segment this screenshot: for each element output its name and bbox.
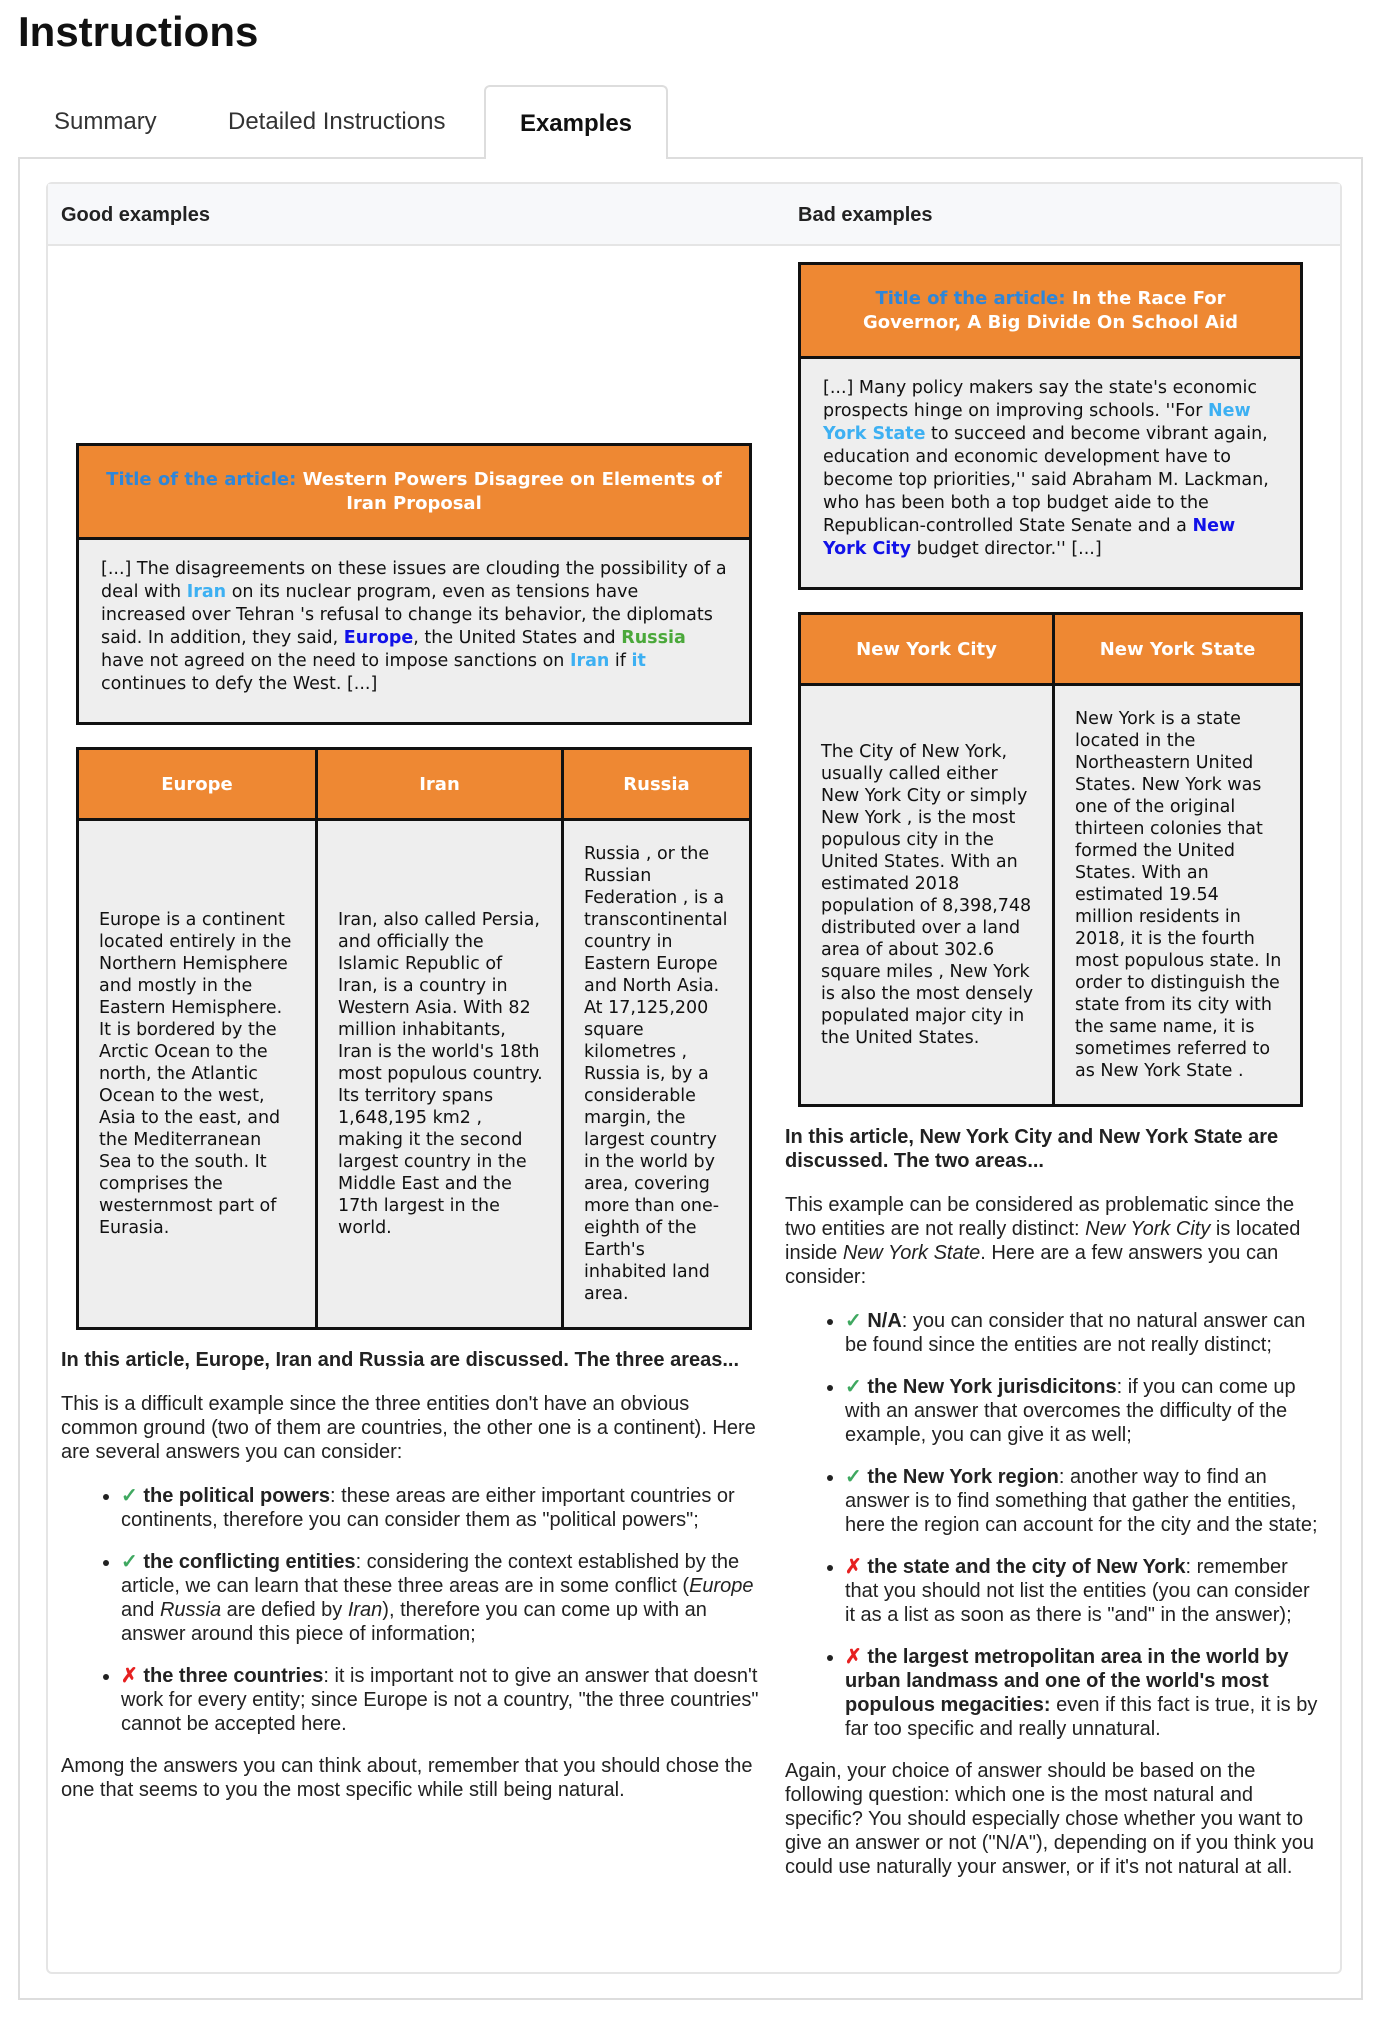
good-examples-heading: Good examples	[61, 204, 210, 226]
bad-answer-list	[785, 1309, 1320, 1741]
bold-text: the political powers	[137, 1485, 331, 1507]
article-title-label: Title of the article:	[106, 468, 297, 490]
entity-description: Russia , or the Russian Federation , is a transcontinental country in Eastern Europe and North Asia. At 17,125,200 square kilometres , Russia is, by a considerable margin, the largest country in the world by area, covering more than one-eighth of the Earth's inhabited land area.	[563, 820, 751, 1329]
bad-entity-table	[798, 612, 1303, 1107]
text-segment: have not agreed on the need to impose sanctions on	[101, 651, 570, 671]
answer-item	[121, 1550, 761, 1646]
text-segment: , the United States and	[413, 628, 622, 648]
good-article-box	[76, 443, 752, 725]
article-title-text: In the Race For Governor, A Big Divide On School Aid	[862, 287, 1239, 333]
good-intro: This is a difficult example since the three entities don't have an obvious common ground (two of them are countries, the other one is a continent). Here are several answers you can consider:	[61, 1393, 756, 1463]
bold-text: the state and the city of New York	[861, 1556, 1186, 1578]
entity-description: Iran, also called Persia, and officially the Islamic Republic of Iran, is a country in Western Asia. With 82 million inhabitants, Iran is the world's 18th most populous country. Its territory spans 1,648,195 km2 , making it the second largest country in the Middle East and the 17th largest in the world.	[317, 820, 563, 1329]
answer-item	[121, 1664, 761, 1736]
tab-detailed-instructions[interactable]: Detailed Instructions	[228, 108, 446, 135]
answer-item	[845, 1465, 1320, 1537]
tab-examples[interactable]: Examples	[484, 85, 668, 159]
examples-panel	[18, 157, 1363, 2000]
answer-item	[121, 1484, 761, 1532]
check-icon: ✓	[845, 1466, 862, 1488]
good-question: In this article, Europe, Iran and Russia are discussed. The three areas...	[61, 1349, 740, 1371]
text-segment: [...] The disagreements on these issues are clouding the possibility of a deal with	[101, 559, 727, 602]
cross-icon: ✗	[845, 1646, 862, 1668]
entity-mention: New York State	[823, 401, 1251, 444]
bold-text: the largest metropolitan area in the world by urban landmass and one of the world's most populous megacities:	[845, 1646, 1289, 1716]
check-icon: ✓	[845, 1376, 862, 1398]
tab-bar	[18, 85, 1365, 157]
text-segment: : you can consider that no natural answer can be found since the entities are not really distinct;	[845, 1310, 1306, 1356]
check-icon: ✓	[121, 1485, 138, 1507]
bad-question: In this article, New York City and New York State are discussed. The two areas...	[785, 1126, 1279, 1172]
italic-text: Russia	[159, 1599, 222, 1621]
entity-header: New York State	[1054, 614, 1302, 685]
entity-header: Russia	[563, 749, 751, 820]
answer-item	[845, 1645, 1320, 1741]
text-segment: . Here are a few answers you can consider:	[785, 1242, 1279, 1288]
text-segment: This example can be considered as problematic since the two entities are not really distinct:	[785, 1194, 1295, 1240]
entity-description: Europe is a continent located entirely in the Northern Hemisphere and mostly in the Eastern Hemisphere. It is bordered by the Arctic Ocean to the north, the Atlantic Ocean to the west, Asia to the east, and the Mediterranean Sea to the south. It comprises the westernmost part of Eurasia.	[78, 820, 317, 1329]
bold-text: the New York region	[861, 1466, 1059, 1488]
good-answer-list	[61, 1484, 761, 1736]
cross-icon: ✗	[845, 1556, 862, 1578]
entity-header: Europe	[78, 749, 317, 820]
text-segment: : these areas are either important countries or continents, therefore you can consider them as "political powers";	[121, 1485, 735, 1531]
bad-explanation	[785, 1125, 1320, 1899]
text-segment: : considering the context established by the article, we can learn that these three areas are in some conflict (	[121, 1551, 740, 1597]
bold-text: the New York jurisdicitons	[861, 1376, 1117, 1398]
bad-article-title	[801, 265, 1300, 359]
entity-mention: New York City	[823, 516, 1236, 559]
bad-conclusion: Again, your choice of answer should be based on the following question: which one is the most natural and specific? You should especially chose whether you want to give an answer or not ("N/A"), depending on if you think you could use naturally your answer, or if it's not natural at all.	[785, 1760, 1314, 1878]
article-title-text: Western Powers Disagree on Elements of Iran Proposal	[302, 468, 722, 514]
good-entity-table	[76, 747, 752, 1330]
entity-mention: Russia	[621, 628, 686, 648]
good-column	[48, 246, 785, 1923]
page-title: Instructions	[18, 8, 259, 55]
examples-header	[48, 184, 1340, 246]
text-segment: budget director.'' [...]	[911, 539, 1102, 559]
text-segment: to succeed and become vibrant again, education and economic development have to become top priorities,'' said Abraham M. Lackman, who has been both a top budget aide to the Republican-controlled State Senate and a	[823, 424, 1269, 536]
answer-item	[845, 1375, 1320, 1447]
text-segment: : it is important not to give an answer that doesn't work for every entity; since Europe is not a country, "the three countries" cannot be accepted here.	[121, 1665, 759, 1735]
examples-body	[48, 246, 1340, 1923]
good-explanation	[61, 1348, 761, 1822]
text-segment: continues to defy the West. [...]	[101, 674, 378, 694]
bold-text: the conflicting entities	[137, 1551, 356, 1573]
answer-item	[845, 1309, 1320, 1357]
text-segment: if	[609, 651, 632, 671]
entity-mention: Iran	[569, 651, 610, 671]
good-article-title	[79, 446, 749, 540]
entity-header: Iran	[317, 749, 563, 820]
text-segment: is located inside	[785, 1218, 1301, 1264]
bad-article-body	[801, 359, 1300, 587]
tab-summary[interactable]: Summary	[54, 108, 157, 135]
bad-examples-heading: Bad examples	[798, 204, 933, 226]
text-segment: : if you can come up with an answer that overcomes the difficulty of the example, you can give it as well;	[845, 1376, 1296, 1446]
entity-description: New York is a state located in the Northeastern United States. New York was one of the original thirteen colonies that formed the United States. With an estimated 19.54 million residents in 2018, it is the fourth most populous state. In order to distinguish the state from its city with the same name, it is sometimes referred to as New York State .	[1054, 685, 1302, 1106]
check-icon: ✓	[121, 1551, 138, 1573]
text-segment: and	[121, 1599, 160, 1621]
text-segment: : another way to find an answer is to find something that gather the entities, here the region can account for the city and the state;	[845, 1466, 1318, 1536]
examples-card	[46, 182, 1342, 1974]
answer-item	[845, 1555, 1320, 1627]
italic-text: New York City	[1085, 1218, 1211, 1240]
bold-text: the three countries	[137, 1665, 324, 1687]
entity-mention: Iran	[186, 582, 227, 602]
text-segment: : remember that you should not list the entities (you can consider it as a list as soon as there is "and" in the answer);	[845, 1556, 1310, 1626]
italic-text: New York State	[842, 1242, 981, 1264]
good-article-body	[79, 540, 749, 722]
bad-article-box	[798, 262, 1303, 590]
italic-text: Europe	[689, 1575, 754, 1597]
text-segment: ), therefore you can come up with an answer around this piece of information;	[121, 1599, 707, 1645]
bad-intro	[785, 1193, 1320, 1289]
text-segment: on its nuclear program, even as tensions have increased over Tehran 's refusal to change its behavior, the diplomats said. In addition, they said,	[101, 582, 713, 648]
check-icon: ✓	[845, 1310, 862, 1332]
entity-mention: it	[631, 651, 646, 671]
italic-text: Iran	[347, 1599, 383, 1621]
bold-text: N/A	[861, 1310, 902, 1332]
text-segment: are defied by	[221, 1599, 348, 1621]
article-title-label: Title of the article:	[875, 287, 1066, 309]
entity-mention: Europe	[343, 628, 414, 648]
bad-column	[785, 246, 1340, 1923]
entity-header: New York City	[800, 614, 1054, 685]
text-segment: [...] Many policy makers say the state's economic prospects hinge on improving schools. ''For	[823, 378, 1258, 421]
good-conclusion: Among the answers you can think about, remember that you should chose the one that seems to you the most specific while still being natural.	[61, 1755, 753, 1801]
text-segment: even if this fact is true, it is by far too specific and really unnatural.	[845, 1694, 1318, 1740]
cross-icon: ✗	[121, 1665, 138, 1687]
entity-description: The City of New York, usually called either New York City or simply New York , is the most populous city in the United States. With an estimated 2018 population of 8,398,748 distributed over a land area of about 302.6 square miles , New York is also the most densely populated major city in the United States.	[800, 685, 1054, 1106]
